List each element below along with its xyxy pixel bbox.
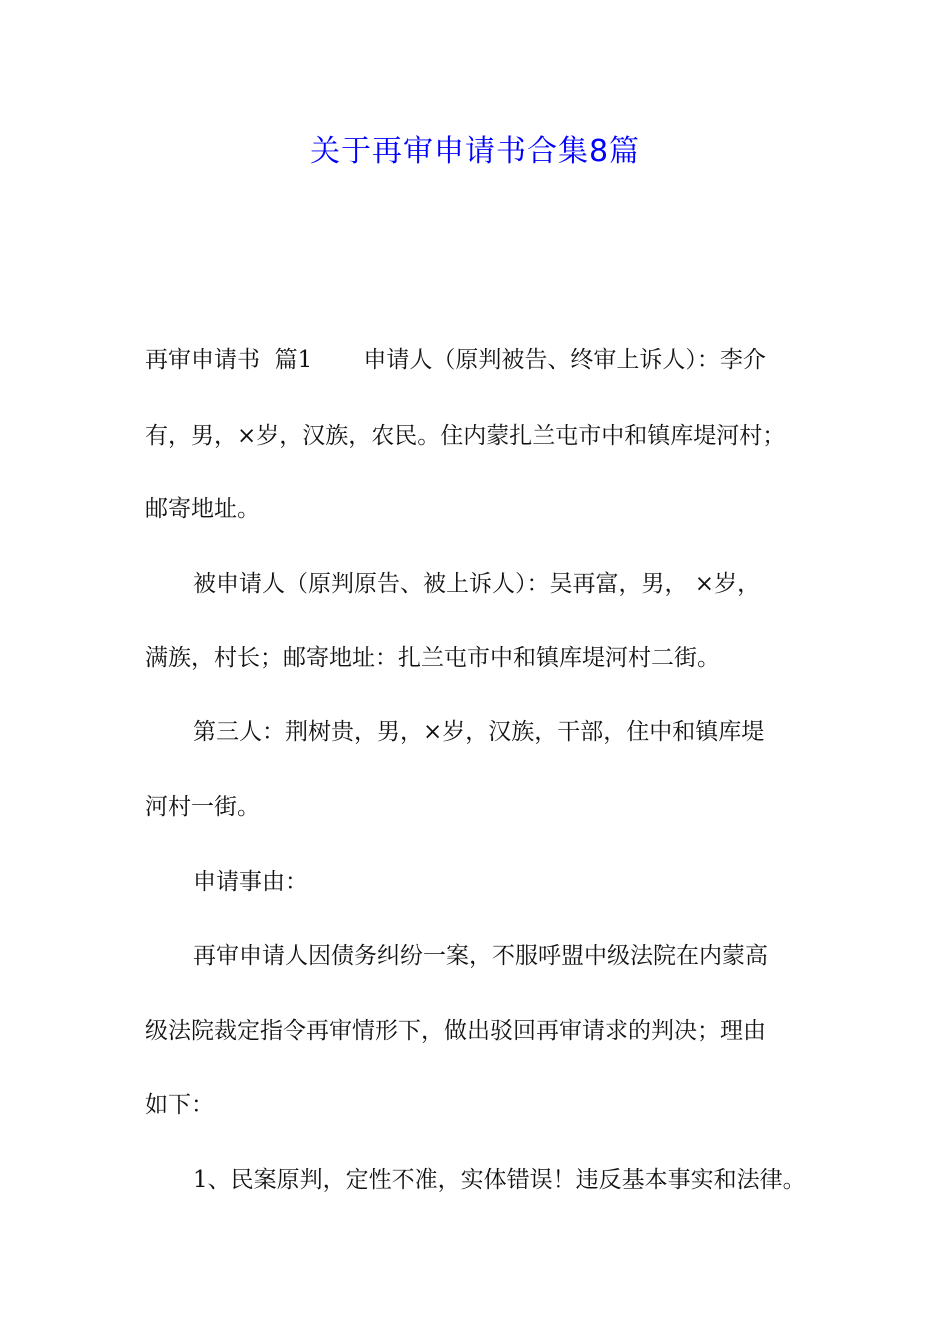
document-title: 关于再审申请书合集8篇 xyxy=(309,134,641,169)
text-line: 被申请人（原判原告、被上诉人）：吴再富，男， ×岁， xyxy=(193,571,761,597)
text-line: 河村一街。 xyxy=(145,794,260,820)
text-line: 如下： xyxy=(145,1092,214,1118)
text-line: 申请事由： xyxy=(193,869,308,895)
text-line: 再审申请人因债务纠纷一案，不服呼盟中级法院在内蒙高 xyxy=(193,943,768,969)
text-line: 邮寄地址。 xyxy=(145,496,260,522)
text-line: 第三人：荆树贵，男，×岁，汉族，干部，住中和镇库堤 xyxy=(193,719,765,745)
text-line: 有，男，×岁，汉族，农民。住内蒙扎兰屯市中和镇库堤河村； xyxy=(145,423,786,449)
text-line: 再审申请书 篇1 申请人（原判被告、终审上诉人）：李介 xyxy=(145,347,766,373)
text-line: 1、民案原判，定性不准，实体错误！违反基本事实和法律。 xyxy=(193,1167,806,1193)
text-line: 级法院裁定指令再审情形下，做出驳回再审请求的判决；理由 xyxy=(145,1018,766,1044)
text-line: 满族，村长；邮寄地址：扎兰屯市中和镇库堤河村二街。 xyxy=(145,645,720,671)
